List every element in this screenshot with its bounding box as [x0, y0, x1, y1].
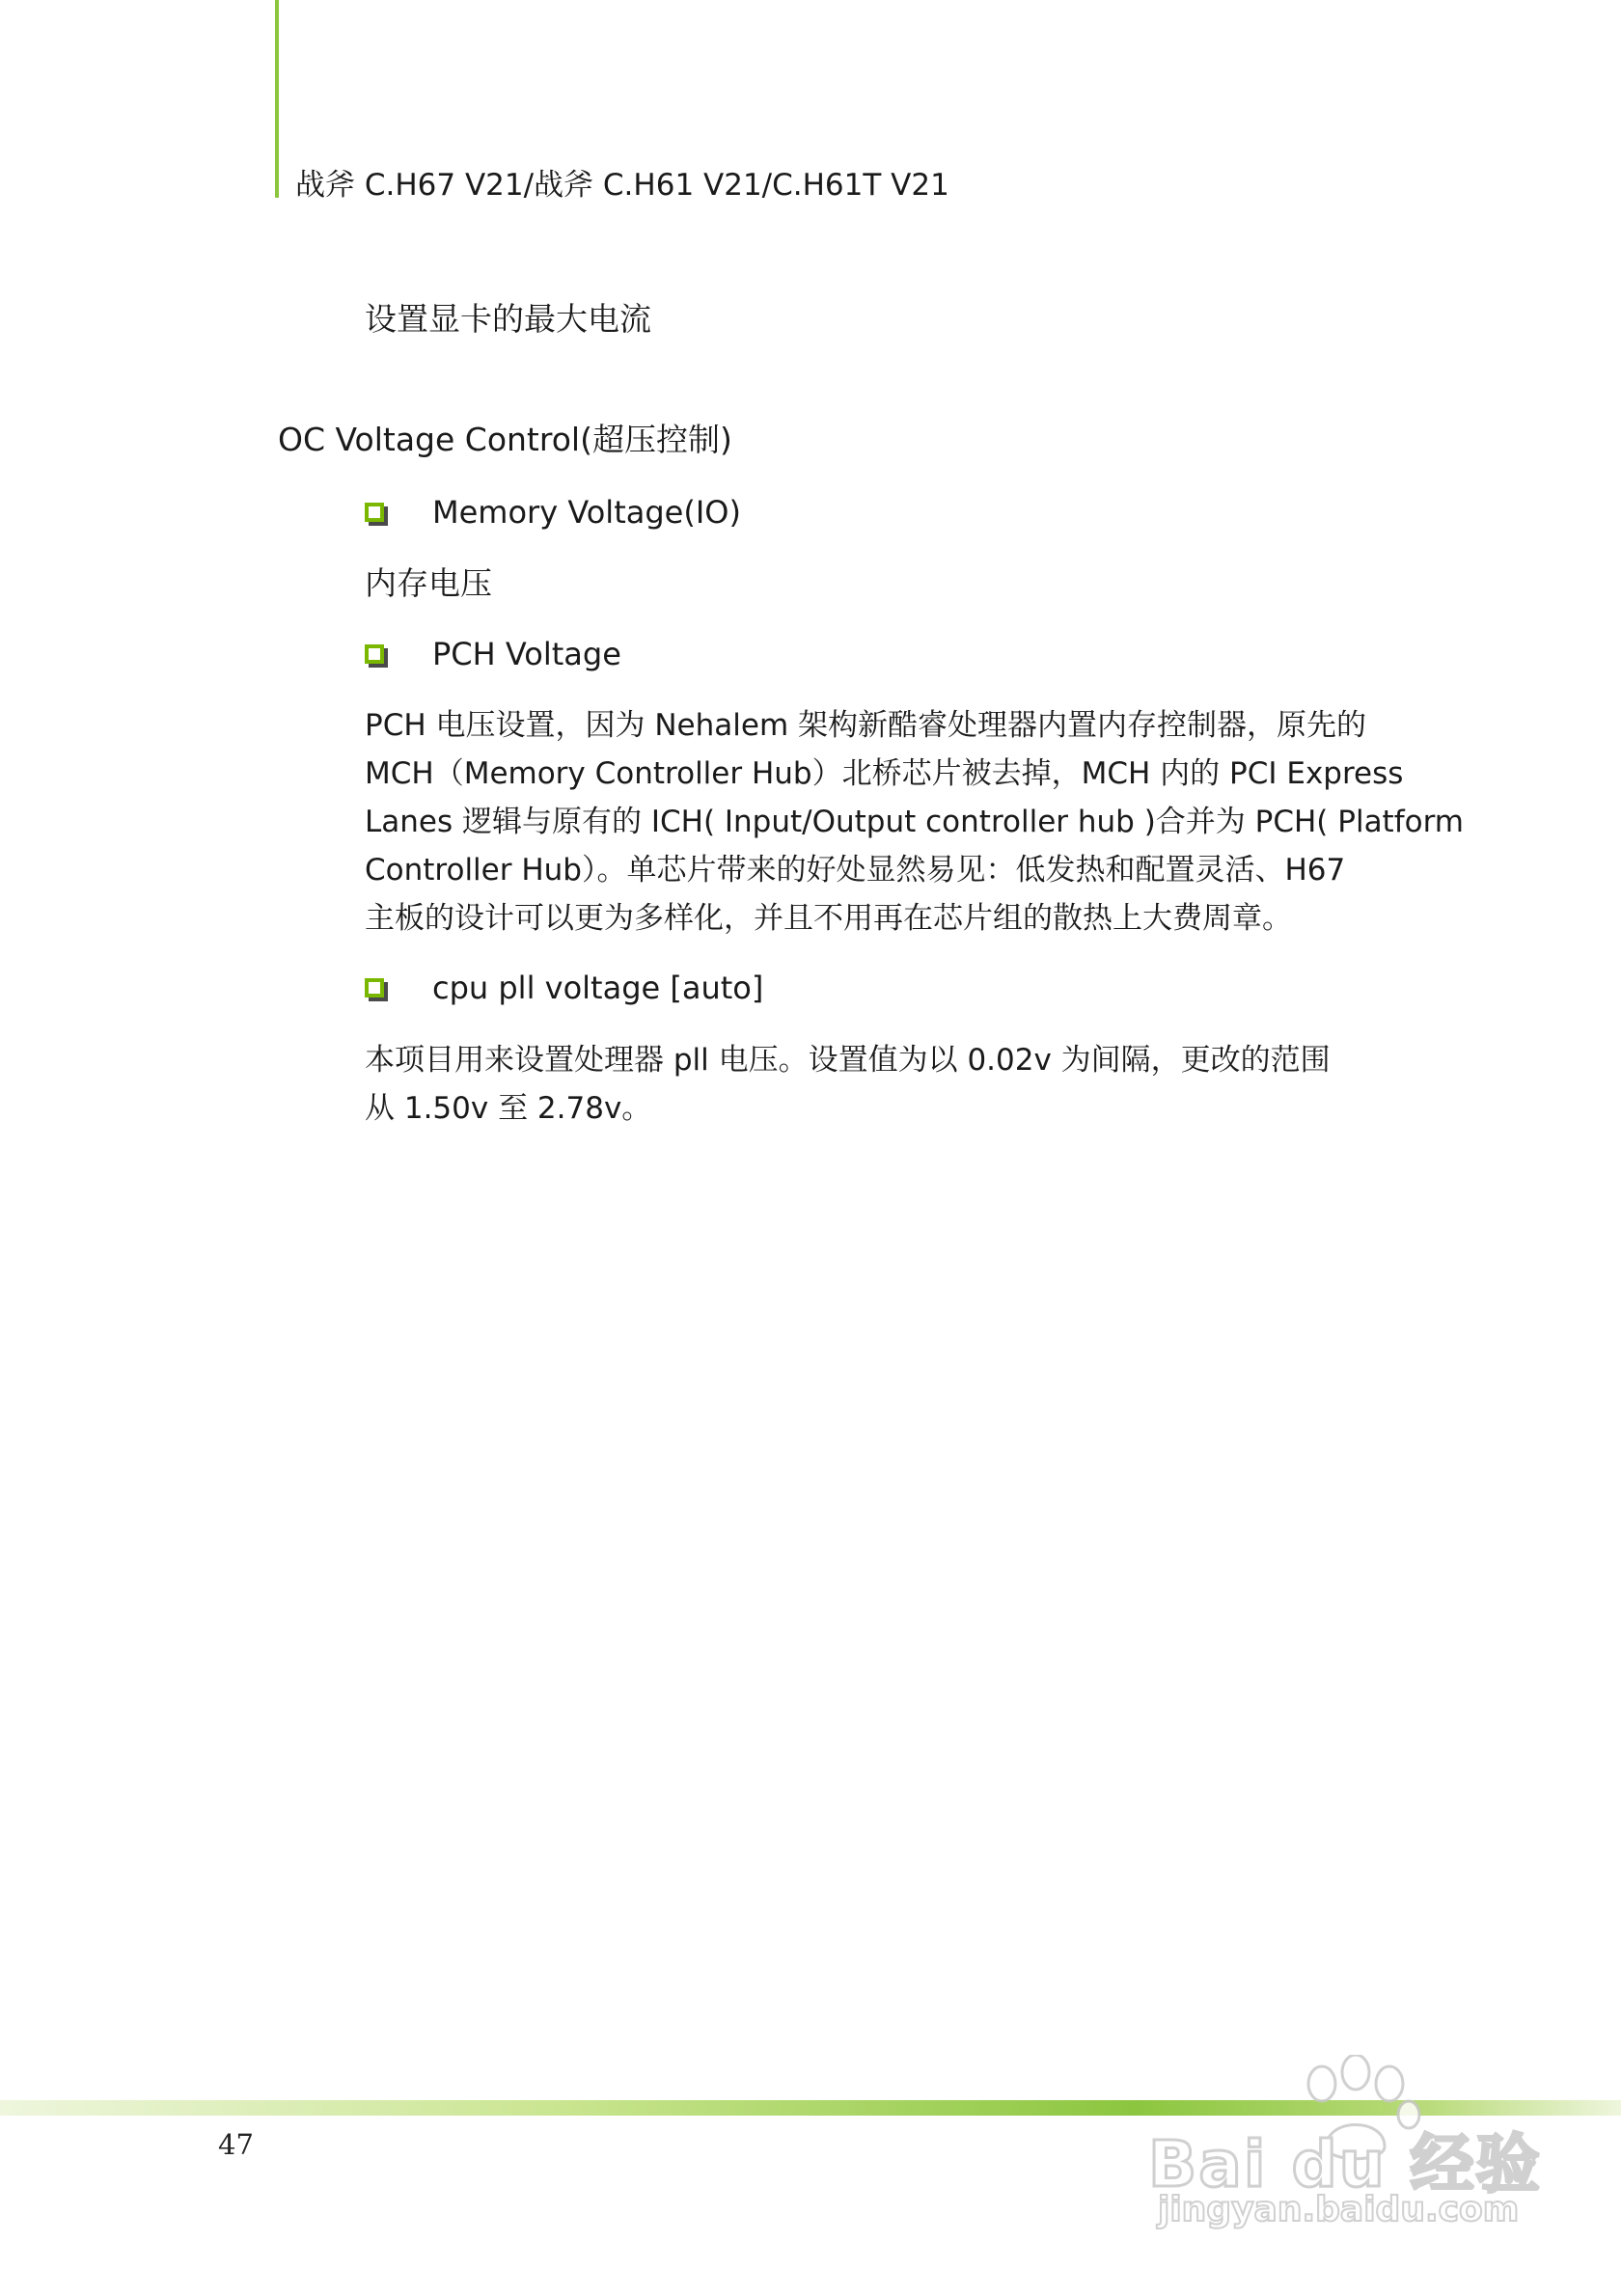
item-description: 内存电压: [365, 564, 492, 602]
item-description-paragraph: [365, 701, 1464, 943]
section-heading: OC Voltage Control(超压控制): [278, 421, 732, 458]
checkbox-bullet-icon: [365, 978, 384, 998]
checkbox-bullet-icon: [365, 503, 384, 522]
intro-text: 设置显卡的最大电流: [365, 300, 651, 338]
paragraph-line: 从 1.50v 至 2.78v。: [365, 1091, 652, 1126]
paragraph-line: Controller Hub）。单芯片带来的好处显然易见：低发热和配置灵活、H67: [365, 853, 1346, 888]
bullet-item-pch-voltage: [365, 634, 621, 674]
paragraph-line: 主板的设计可以更为多样化，并且不用再在芯片组的散热上大费周章。: [365, 901, 1292, 936]
item-description-paragraph: [365, 1036, 1416, 1133]
paragraph-line: PCH 电压设置，因为 Nehalem 架构新酷睿处理器内置内存控制器，原先的: [365, 708, 1366, 743]
baidu-jingyan-watermark: [1148, 2055, 1542, 2248]
paragraph-line: 本项目用来设置处理器 pll 电压。设置值为以 0.02v 为间隔，更改的范围: [365, 1043, 1331, 1078]
checkbox-bullet-icon: [365, 644, 384, 664]
bullet-label: cpu pll voltage [auto]: [432, 970, 764, 1006]
page-header-title: 战斧 C.H67 V21/战斧 C.H61 V21/C.H61T V21: [295, 168, 949, 203]
bullet-item-cpu-pll-voltage: [365, 968, 763, 1008]
paragraph-line: Lanes 逻辑与原有的 ICH( Input/Output controller hub )合并为 PCH( Platform: [365, 805, 1464, 839]
bullet-item-memory-voltage: [365, 492, 741, 533]
paragraph-line: MCH（Memory Controller Hub）北桥芯片被去掉，MCH 内的 PCI Express: [365, 756, 1404, 791]
watermark-url-text: jingyan.baidu.com: [1158, 2190, 1520, 2229]
header-accent-rule: [275, 0, 279, 198]
bullet-label: Memory Voltage(IO): [432, 494, 741, 531]
page-number: 47: [218, 2128, 254, 2161]
watermark-logo-text: Bai du 经验: [1148, 2127, 1542, 2201]
bullet-label: PCH Voltage: [432, 636, 621, 672]
